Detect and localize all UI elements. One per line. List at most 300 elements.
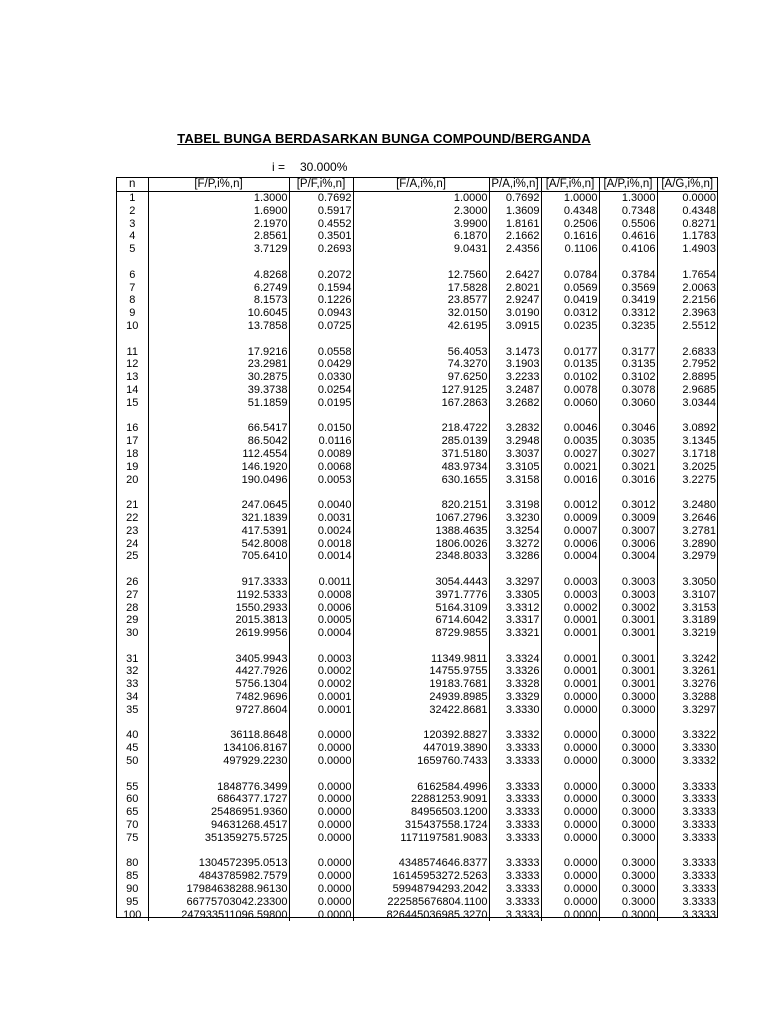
- spacer-cell: [148, 486, 289, 499]
- factor-cell: 1.6900: [148, 205, 289, 218]
- factor-cell: 17.5828: [353, 282, 489, 295]
- factor-cell: 3.3333: [489, 742, 541, 755]
- factor-cell: 0.0014: [289, 550, 353, 563]
- spacer-cell: [289, 256, 353, 269]
- factor-cell: 0.0000: [541, 909, 599, 922]
- group-spacer-row: [117, 333, 717, 346]
- factor-cell: 0.3419: [599, 294, 657, 307]
- factor-cell: 32422.8681: [353, 704, 489, 717]
- factor-cell: 1806.0026: [353, 538, 489, 551]
- group-spacer-row: [117, 640, 717, 653]
- factor-cell: 0.3312: [599, 307, 657, 320]
- factor-cell: 42.6195: [353, 320, 489, 333]
- period-cell: 13: [126, 371, 139, 384]
- period-cell: 35: [126, 703, 139, 716]
- factor-cell: 84956503.1200: [353, 806, 489, 819]
- factor-cell: 3.3326: [489, 665, 541, 678]
- period-cell: 32: [126, 665, 139, 678]
- factor-cell: 0.1226: [289, 294, 353, 307]
- factor-cell: 0.0000: [541, 832, 599, 845]
- factor-cell: 0.0004: [289, 627, 353, 640]
- factor-cell: 3.3333: [657, 896, 717, 909]
- factor-cell: 0.0000: [289, 781, 353, 794]
- factor-cell: 0.3006: [599, 538, 657, 551]
- table-row: [117, 627, 717, 640]
- factor-cell: 23.8577: [353, 294, 489, 307]
- factor-cell: 3.2682: [489, 397, 541, 410]
- factor-cell: 32.0150: [353, 307, 489, 320]
- period-cell: 14: [126, 383, 139, 396]
- spacer-cell: [657, 640, 717, 653]
- period-cell: 70: [126, 819, 139, 832]
- factor-cell: 1171197581.9083: [353, 832, 489, 845]
- table-row: [117, 320, 717, 333]
- period-cell: 34: [126, 691, 139, 704]
- factor-cell: 0.3000: [599, 755, 657, 768]
- factor-cell: 3.3328: [489, 678, 541, 691]
- factor-cell: 3.3333: [657, 781, 717, 794]
- factor-cell: 0.2072: [289, 269, 353, 282]
- factor-cell: 0.0001: [289, 691, 353, 704]
- spacer-cell: [657, 768, 717, 781]
- factor-cell: 0.3003: [599, 576, 657, 589]
- spacer-cell: [599, 717, 657, 730]
- factor-cell: 0.3001: [599, 627, 657, 640]
- factor-cell: 0.3000: [599, 896, 657, 909]
- period-cell: 29: [126, 614, 139, 627]
- table-row: [117, 192, 717, 205]
- spacer-cell: [148, 563, 289, 576]
- factor-cell: 22881253.9091: [353, 793, 489, 806]
- spacer-cell: [541, 256, 599, 269]
- factor-cell: 3.3198: [489, 499, 541, 512]
- factor-cell: 0.8271: [657, 218, 717, 231]
- spacer-cell: [489, 256, 541, 269]
- factor-cell: 2.8561: [148, 230, 289, 243]
- factor-cell: 0.3000: [599, 909, 657, 922]
- interest-rate-value: 30.000%: [300, 160, 348, 174]
- period-cell: 80: [126, 857, 139, 870]
- factor-cell: 0.0000: [289, 883, 353, 896]
- factor-cell: 3.3189: [657, 614, 717, 627]
- factor-cell: 3.3242: [657, 653, 717, 666]
- factor-cell: 9727.8604: [148, 704, 289, 717]
- spacer-cell: [599, 640, 657, 653]
- factor-cell: 0.0116: [289, 435, 353, 448]
- factor-cell: 321.1839: [148, 512, 289, 525]
- spacer-cell: [353, 333, 489, 346]
- factor-cell: 0.4616: [599, 230, 657, 243]
- factor-cell: 0.0078: [541, 384, 599, 397]
- factor-cell: 2.3000: [353, 205, 489, 218]
- factor-cell: 630.1655: [353, 474, 489, 487]
- spacer-cell: [489, 410, 541, 423]
- factor-cell: 0.0024: [289, 525, 353, 538]
- factor-cell: 1388.4635: [353, 525, 489, 538]
- factor-cell: 0.0312: [541, 307, 599, 320]
- spacer-cell: [353, 410, 489, 423]
- factor-cell: 1.3609: [489, 205, 541, 218]
- factor-cell: 0.2506: [541, 218, 599, 231]
- factor-cell: 1550.2933: [148, 602, 289, 615]
- factor-cell: 0.0000: [541, 857, 599, 870]
- factor-cell: 0.0046: [541, 422, 599, 435]
- factor-cell: 0.0000: [289, 729, 353, 742]
- factor-cell: 3.0915: [489, 320, 541, 333]
- factor-cell: 0.3001: [599, 614, 657, 627]
- factor-cell: 1304572395.0513: [148, 857, 289, 870]
- factor-cell: 190.0496: [148, 474, 289, 487]
- factor-cell: 0.3177: [599, 346, 657, 359]
- factor-cell: 0.0177: [541, 346, 599, 359]
- factor-cell: 3405.9943: [148, 653, 289, 666]
- period-cell: 7: [129, 281, 136, 294]
- table-row: [117, 883, 717, 896]
- factor-cell: 56.4053: [353, 346, 489, 359]
- factor-cell: 0.0000: [289, 857, 353, 870]
- factor-cell: 3.3158: [489, 474, 541, 487]
- factor-cell: 3.3050: [657, 576, 717, 589]
- factor-cell: 4.8268: [148, 269, 289, 282]
- spacer-cell: [541, 845, 599, 858]
- factor-cell: 0.3501: [289, 230, 353, 243]
- period-cell: 95: [126, 895, 139, 908]
- period-cell: 28: [126, 601, 139, 614]
- factor-cell: 371.5180: [353, 448, 489, 461]
- spacer-cell: [289, 563, 353, 576]
- group-spacer-row: [117, 563, 717, 576]
- factor-cell: 0.3569: [599, 282, 657, 295]
- period-cell: 27: [126, 588, 139, 601]
- factor-cell: 0.7692: [289, 192, 353, 205]
- table-row: [117, 576, 717, 589]
- table-row: [117, 461, 717, 474]
- factor-cell: 0.0000: [657, 192, 717, 205]
- spacer-cell: [353, 640, 489, 653]
- factor-cell: 3.0344: [657, 397, 717, 410]
- factor-cell: 3.3297: [657, 704, 717, 717]
- factor-cell: 9.0431: [353, 243, 489, 256]
- table-row: [117, 665, 717, 678]
- spacer-cell: [657, 333, 717, 346]
- period-cell: 25: [126, 550, 139, 563]
- period-cell: 26: [126, 575, 139, 588]
- factor-cell: 0.3000: [599, 742, 657, 755]
- factor-cell: 1.0000: [541, 192, 599, 205]
- factor-cell: 0.3021: [599, 461, 657, 474]
- period-cell: 23: [126, 524, 139, 537]
- factor-cell: 0.1594: [289, 282, 353, 295]
- spacer-cell: [657, 717, 717, 730]
- factor-cell: 0.3001: [599, 678, 657, 691]
- column-header-n: n: [117, 178, 148, 192]
- factor-cell: 6.2749: [148, 282, 289, 295]
- factor-cell: 0.0001: [541, 614, 599, 627]
- factor-cell: 0.3000: [599, 883, 657, 896]
- factor-cell: 3.3333: [657, 909, 717, 922]
- factor-cell: 94631268.4517: [148, 819, 289, 832]
- factor-cell: 3.3333: [489, 870, 541, 883]
- period-cell: 17: [126, 435, 139, 448]
- spacer-cell: [148, 717, 289, 730]
- spacer-cell: [117, 486, 148, 499]
- factor-cell: 2619.9956: [148, 627, 289, 640]
- factor-cell: 19183.7681: [353, 678, 489, 691]
- period-cell: 2: [129, 204, 136, 217]
- group-spacer-row: [117, 768, 717, 781]
- factor-cell: 0.0000: [541, 755, 599, 768]
- spacer-cell: [353, 563, 489, 576]
- factor-cell: 0.0000: [289, 793, 353, 806]
- spacer-cell: [489, 333, 541, 346]
- factor-cell: 0.0007: [541, 525, 599, 538]
- spacer-cell: [599, 333, 657, 346]
- table-row: [117, 307, 717, 320]
- factor-cell: 0.0000: [541, 742, 599, 755]
- factor-cell: 0.0558: [289, 346, 353, 359]
- factor-cell: 483.9734: [353, 461, 489, 474]
- spacer-cell: [541, 333, 599, 346]
- spacer-cell: [541, 640, 599, 653]
- period-cell: 60: [126, 793, 139, 806]
- factor-cell: 3.3272: [489, 538, 541, 551]
- factor-cell: 0.3009: [599, 512, 657, 525]
- factor-cell: 0.0001: [541, 653, 599, 666]
- table-row: [117, 896, 717, 909]
- factor-cell: 3.1473: [489, 346, 541, 359]
- factor-cell: 97.6250: [353, 371, 489, 384]
- factor-cell: 3.3332: [657, 755, 717, 768]
- period-cell: 45: [126, 742, 139, 755]
- table-row: [117, 218, 717, 231]
- spacer-cell: [599, 768, 657, 781]
- factor-cell: 3.3333: [489, 806, 541, 819]
- spacer-cell: [541, 768, 599, 781]
- spacer-cell: [353, 486, 489, 499]
- factor-cell: 2.7952: [657, 358, 717, 371]
- spacer-cell: [148, 768, 289, 781]
- spacer-cell: [599, 486, 657, 499]
- period-cell: 15: [126, 396, 139, 409]
- factor-cell: 0.0195: [289, 397, 353, 410]
- factor-cell: 0.0000: [289, 832, 353, 845]
- factor-cell: 1.3000: [599, 192, 657, 205]
- factor-cell: 3.3305: [489, 589, 541, 602]
- factor-cell: 3.3333: [657, 870, 717, 883]
- table-row: [117, 512, 717, 525]
- factor-cell: 0.0000: [289, 742, 353, 755]
- factor-cell: 4843785982.7579: [148, 870, 289, 883]
- factor-cell: 0.4552: [289, 218, 353, 231]
- column-header-pf: [P/F,i%,n]: [289, 178, 353, 192]
- factor-cell: 2.1662: [489, 230, 541, 243]
- spacer-cell: [599, 563, 657, 576]
- factor-cell: 1.4903: [657, 243, 717, 256]
- factor-cell: 0.3000: [599, 832, 657, 845]
- period-cell: 75: [126, 831, 139, 844]
- factor-cell: 0.4106: [599, 243, 657, 256]
- factor-cell: 0.0053: [289, 474, 353, 487]
- factor-cell: 0.0000: [541, 729, 599, 742]
- table-row: [117, 819, 717, 832]
- spacer-cell: [541, 563, 599, 576]
- period-cell: 90: [126, 883, 139, 896]
- period-cell: 16: [126, 422, 139, 435]
- factor-cell: 3.3107: [657, 589, 717, 602]
- period-cell: 30: [126, 627, 139, 640]
- spacer-cell: [117, 717, 148, 730]
- factor-cell: 3.3333: [489, 793, 541, 806]
- factor-cell: 0.0060: [541, 397, 599, 410]
- factor-cell: 3.2233: [489, 371, 541, 384]
- spacer-cell: [117, 640, 148, 653]
- factor-cell: 3.2890: [657, 538, 717, 551]
- factor-cell: 0.4348: [657, 205, 717, 218]
- factor-cell: 3.3333: [657, 832, 717, 845]
- period-cell: 4: [129, 230, 136, 243]
- factor-cell: 0.3000: [599, 819, 657, 832]
- factor-cell: 8.1573: [148, 294, 289, 307]
- column-header-fa: [F/A,i%,n]: [353, 178, 489, 192]
- factor-cell: 3.3153: [657, 602, 717, 615]
- interest-table-frame: [116, 177, 718, 921]
- factor-cell: 3.2480: [657, 499, 717, 512]
- factor-cell: 3.3330: [489, 704, 541, 717]
- table-row: [117, 230, 717, 243]
- factor-cell: 3.3333: [489, 883, 541, 896]
- factor-cell: 36118.8648: [148, 729, 289, 742]
- factor-cell: 6864377.1727: [148, 793, 289, 806]
- factor-cell: 3.3332: [489, 729, 541, 742]
- factor-cell: 0.0000: [541, 691, 599, 704]
- period-cell: 100: [123, 908, 142, 921]
- period-cell: 55: [126, 780, 139, 793]
- factor-cell: 3.3333: [657, 793, 717, 806]
- factor-cell: 3.3230: [489, 512, 541, 525]
- factor-cell: 3.3254: [489, 525, 541, 538]
- factor-cell: 3.3321: [489, 627, 541, 640]
- factor-cell: 0.3000: [599, 870, 657, 883]
- factor-cell: 3054.4443: [353, 576, 489, 589]
- spacer-cell: [117, 410, 148, 423]
- factor-cell: 2348.8033: [353, 550, 489, 563]
- table-row: [117, 525, 717, 538]
- factor-cell: 167.2863: [353, 397, 489, 410]
- factor-cell: 0.0725: [289, 320, 353, 333]
- factor-cell: 3.1345: [657, 435, 717, 448]
- factor-cell: 3.3288: [657, 691, 717, 704]
- factor-cell: 0.0000: [541, 819, 599, 832]
- spacer-cell: [353, 768, 489, 781]
- factor-cell: 3.3333: [489, 909, 541, 922]
- table-row: [117, 499, 717, 512]
- factor-cell: 0.0001: [289, 704, 353, 717]
- factor-cell: 1659760.7433: [353, 755, 489, 768]
- factor-cell: 222585676804.1100: [353, 896, 489, 909]
- factor-cell: 0.0000: [289, 896, 353, 909]
- factor-cell: 0.7692: [489, 192, 541, 205]
- spacer-cell: [489, 640, 541, 653]
- factor-cell: 0.0040: [289, 499, 353, 512]
- table-row: [117, 704, 717, 717]
- table-row: [117, 282, 717, 295]
- factor-cell: 0.0001: [541, 678, 599, 691]
- factor-cell: 0.0001: [541, 627, 599, 640]
- column-header-pa: P/A,i%,n]: [489, 178, 541, 192]
- factor-cell: 5756.1304: [148, 678, 289, 691]
- table-row: [117, 346, 717, 359]
- factor-cell: 0.0068: [289, 461, 353, 474]
- factor-cell: 820.2151: [353, 499, 489, 512]
- table-row: [117, 602, 717, 615]
- period-cell: 9: [129, 307, 136, 320]
- factor-cell: 1.8161: [489, 218, 541, 231]
- factor-cell: 0.0943: [289, 307, 353, 320]
- factor-cell: 2.9247: [489, 294, 541, 307]
- spacer-cell: [148, 845, 289, 858]
- factor-cell: 0.0002: [289, 678, 353, 691]
- factor-cell: 0.0150: [289, 422, 353, 435]
- factor-cell: 0.0021: [541, 461, 599, 474]
- column-header-ag: [A/G,i%,n]: [657, 178, 717, 192]
- period-cell: 3: [129, 217, 136, 230]
- factor-cell: 3.3286: [489, 550, 541, 563]
- factor-cell: 0.0000: [541, 793, 599, 806]
- factor-cell: 3.3333: [657, 857, 717, 870]
- factor-cell: 2.8895: [657, 371, 717, 384]
- factor-cell: 0.3000: [599, 806, 657, 819]
- factor-cell: 7482.9696: [148, 691, 289, 704]
- factor-cell: 0.0016: [541, 474, 599, 487]
- factor-cell: 0.0001: [541, 665, 599, 678]
- factor-cell: 2.2156: [657, 294, 717, 307]
- factor-cell: 0.0235: [541, 320, 599, 333]
- factor-cell: 24939.8985: [353, 691, 489, 704]
- factor-cell: 3971.7776: [353, 589, 489, 602]
- factor-cell: 0.0003: [541, 576, 599, 589]
- factor-cell: 3.2646: [657, 512, 717, 525]
- factor-cell: 8729.9855: [353, 627, 489, 640]
- factor-cell: 146.1920: [148, 461, 289, 474]
- factor-cell: 6162584.4996: [353, 781, 489, 794]
- factor-cell: 3.3330: [657, 742, 717, 755]
- factor-cell: 0.3007: [599, 525, 657, 538]
- factor-cell: 351359275.5725: [148, 832, 289, 845]
- table-row: [117, 793, 717, 806]
- table-row: [117, 909, 717, 922]
- factor-cell: 0.0008: [289, 589, 353, 602]
- factor-cell: 247.0645: [148, 499, 289, 512]
- table-row: [117, 755, 717, 768]
- spacer-cell: [117, 333, 148, 346]
- factor-cell: 0.3003: [599, 589, 657, 602]
- column-header-ap: [A/P,i%,n]: [599, 178, 657, 192]
- factor-cell: 0.3016: [599, 474, 657, 487]
- factor-cell: 0.1616: [541, 230, 599, 243]
- table-row: [117, 384, 717, 397]
- factor-cell: 11349.9811: [353, 653, 489, 666]
- factor-cell: 0.0135: [541, 358, 599, 371]
- factor-cell: 3.2025: [657, 461, 717, 474]
- factor-cell: 12.7560: [353, 269, 489, 282]
- factor-cell: 0.3135: [599, 358, 657, 371]
- factor-cell: 0.3000: [599, 793, 657, 806]
- factor-cell: 0.0005: [289, 614, 353, 627]
- factor-cell: 0.0031: [289, 512, 353, 525]
- spacer-cell: [657, 256, 717, 269]
- group-spacer-row: [117, 486, 717, 499]
- period-cell: 50: [126, 755, 139, 768]
